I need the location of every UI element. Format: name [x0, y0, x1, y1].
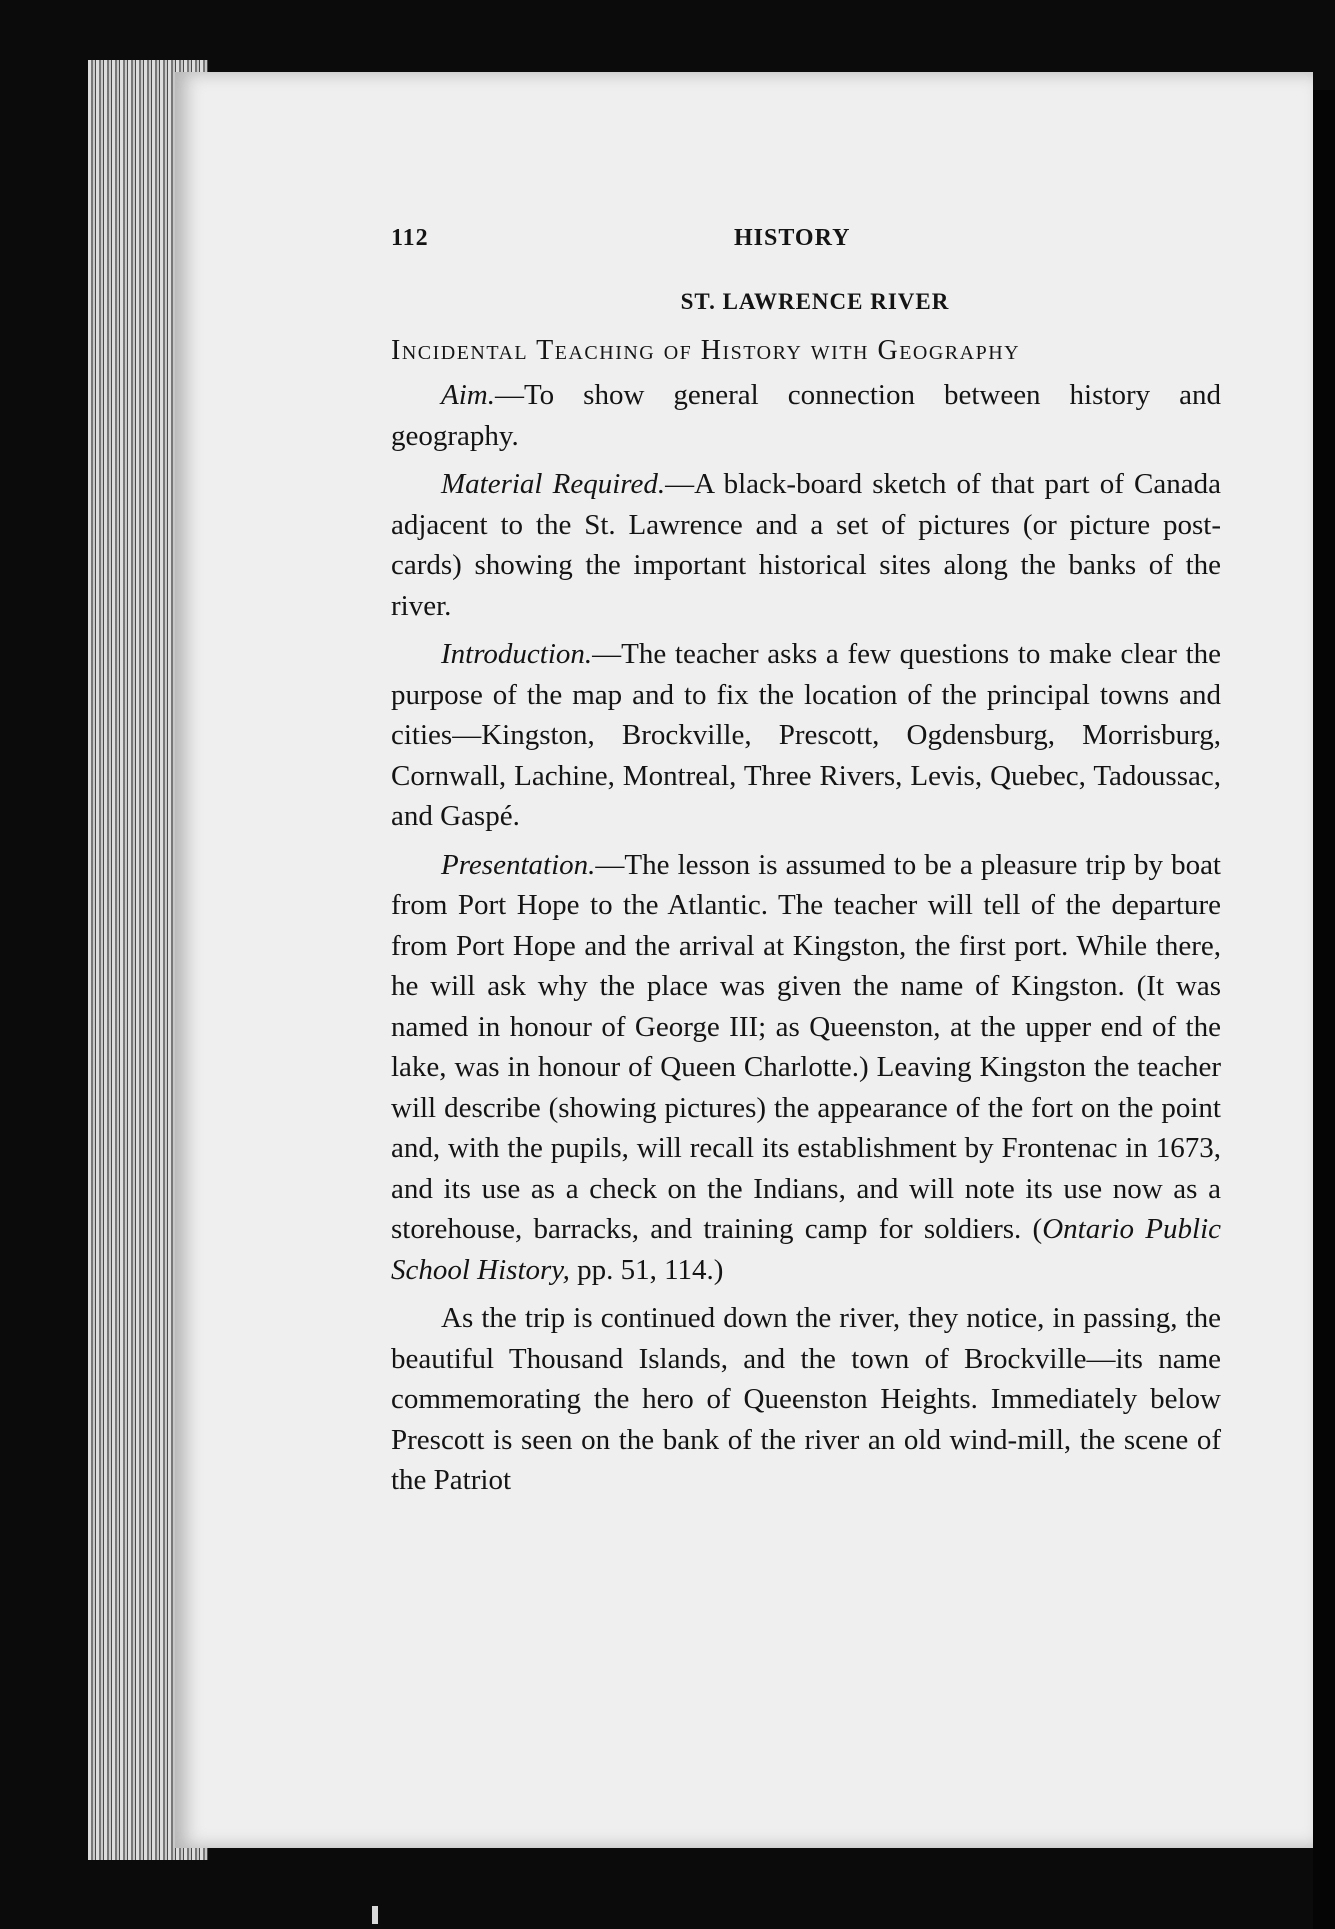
subheading: Incidental Teaching of History with Geography	[391, 335, 1021, 366]
running-head	[391, 225, 1221, 261]
paragraph-body: —The teacher asks a few questions to make clear the purpose of the map and to fix the location of the principal towns and cities—Kingston, Brockville, Prescott, Ogdensburg, Morrisburg, Cornwall, Lachine, Montreal, Three Rivers, Levis, Quebec, Tadoussac, and Gaspé.	[391, 638, 1221, 832]
page-text	[391, 225, 1221, 1501]
scan-border	[1313, 90, 1335, 1929]
page-number: 112	[391, 225, 429, 251]
citation-rest: pp. 51, 114.)	[569, 1253, 724, 1286]
paragraph-presentation	[391, 845, 1221, 1291]
paragraph-lead: Introduction.	[441, 638, 593, 670]
paragraph-introduction	[391, 634, 1221, 837]
paragraph-lead: Material Required.	[441, 468, 666, 500]
section-title: ST. LAWRENCE RIVER	[680, 289, 950, 314]
paragraph-material	[391, 464, 1221, 626]
paragraph-body: —To show general connection between history and geography.	[391, 379, 1221, 452]
citation-title: Ontario Public School History,	[391, 1213, 1221, 1286]
paragraph-aim	[391, 375, 1221, 456]
scan-mark	[372, 1906, 378, 1924]
paragraph-lead: Aim.	[441, 379, 495, 411]
paragraph-body: —A black-board sketch of that part of Canada adjacent to the St. Lawrence and a set of pictures (or picture post-cards) showing the important historical sites along the banks of the river.	[391, 468, 1221, 622]
paragraph-body: —The lesson is assumed to be a pleasure trip by boat from Port Hope to the Atlantic. The teacher will tell of the departure from Port Hope and the arrival at Kingston, the first port. While there, he will ask why the place was given the name of Kingston. (It was named in honour of George III; as Queenston, at the upper end of the lake, was in honour of Queen Charlotte.) Leaving Kingston the teacher will describe (showing pictures) the appearance of the fort on the point and, with the pupils, will recall its establishment by Frontenac in 1673, and its use as a check on the Indians, and will note its use now as a storehouse, barracks, and training camp for soldiers.	[391, 848, 1221, 1245]
paragraph-body: As the trip is continued down the river, they notice, in passing, the beautiful Thousand Islands, and the town of Brockville—its name commemorating the hero of Queenston Heights. Immediately below Prescott is seen on the bank of the river an old wind-mill, the scene of the Patriot	[391, 1302, 1221, 1496]
running-title: HISTORY	[734, 225, 851, 251]
paragraph-trip	[391, 1298, 1221, 1501]
paragraph-lead: Presentation.	[441, 848, 596, 881]
citation-open: (	[1021, 1213, 1043, 1245]
